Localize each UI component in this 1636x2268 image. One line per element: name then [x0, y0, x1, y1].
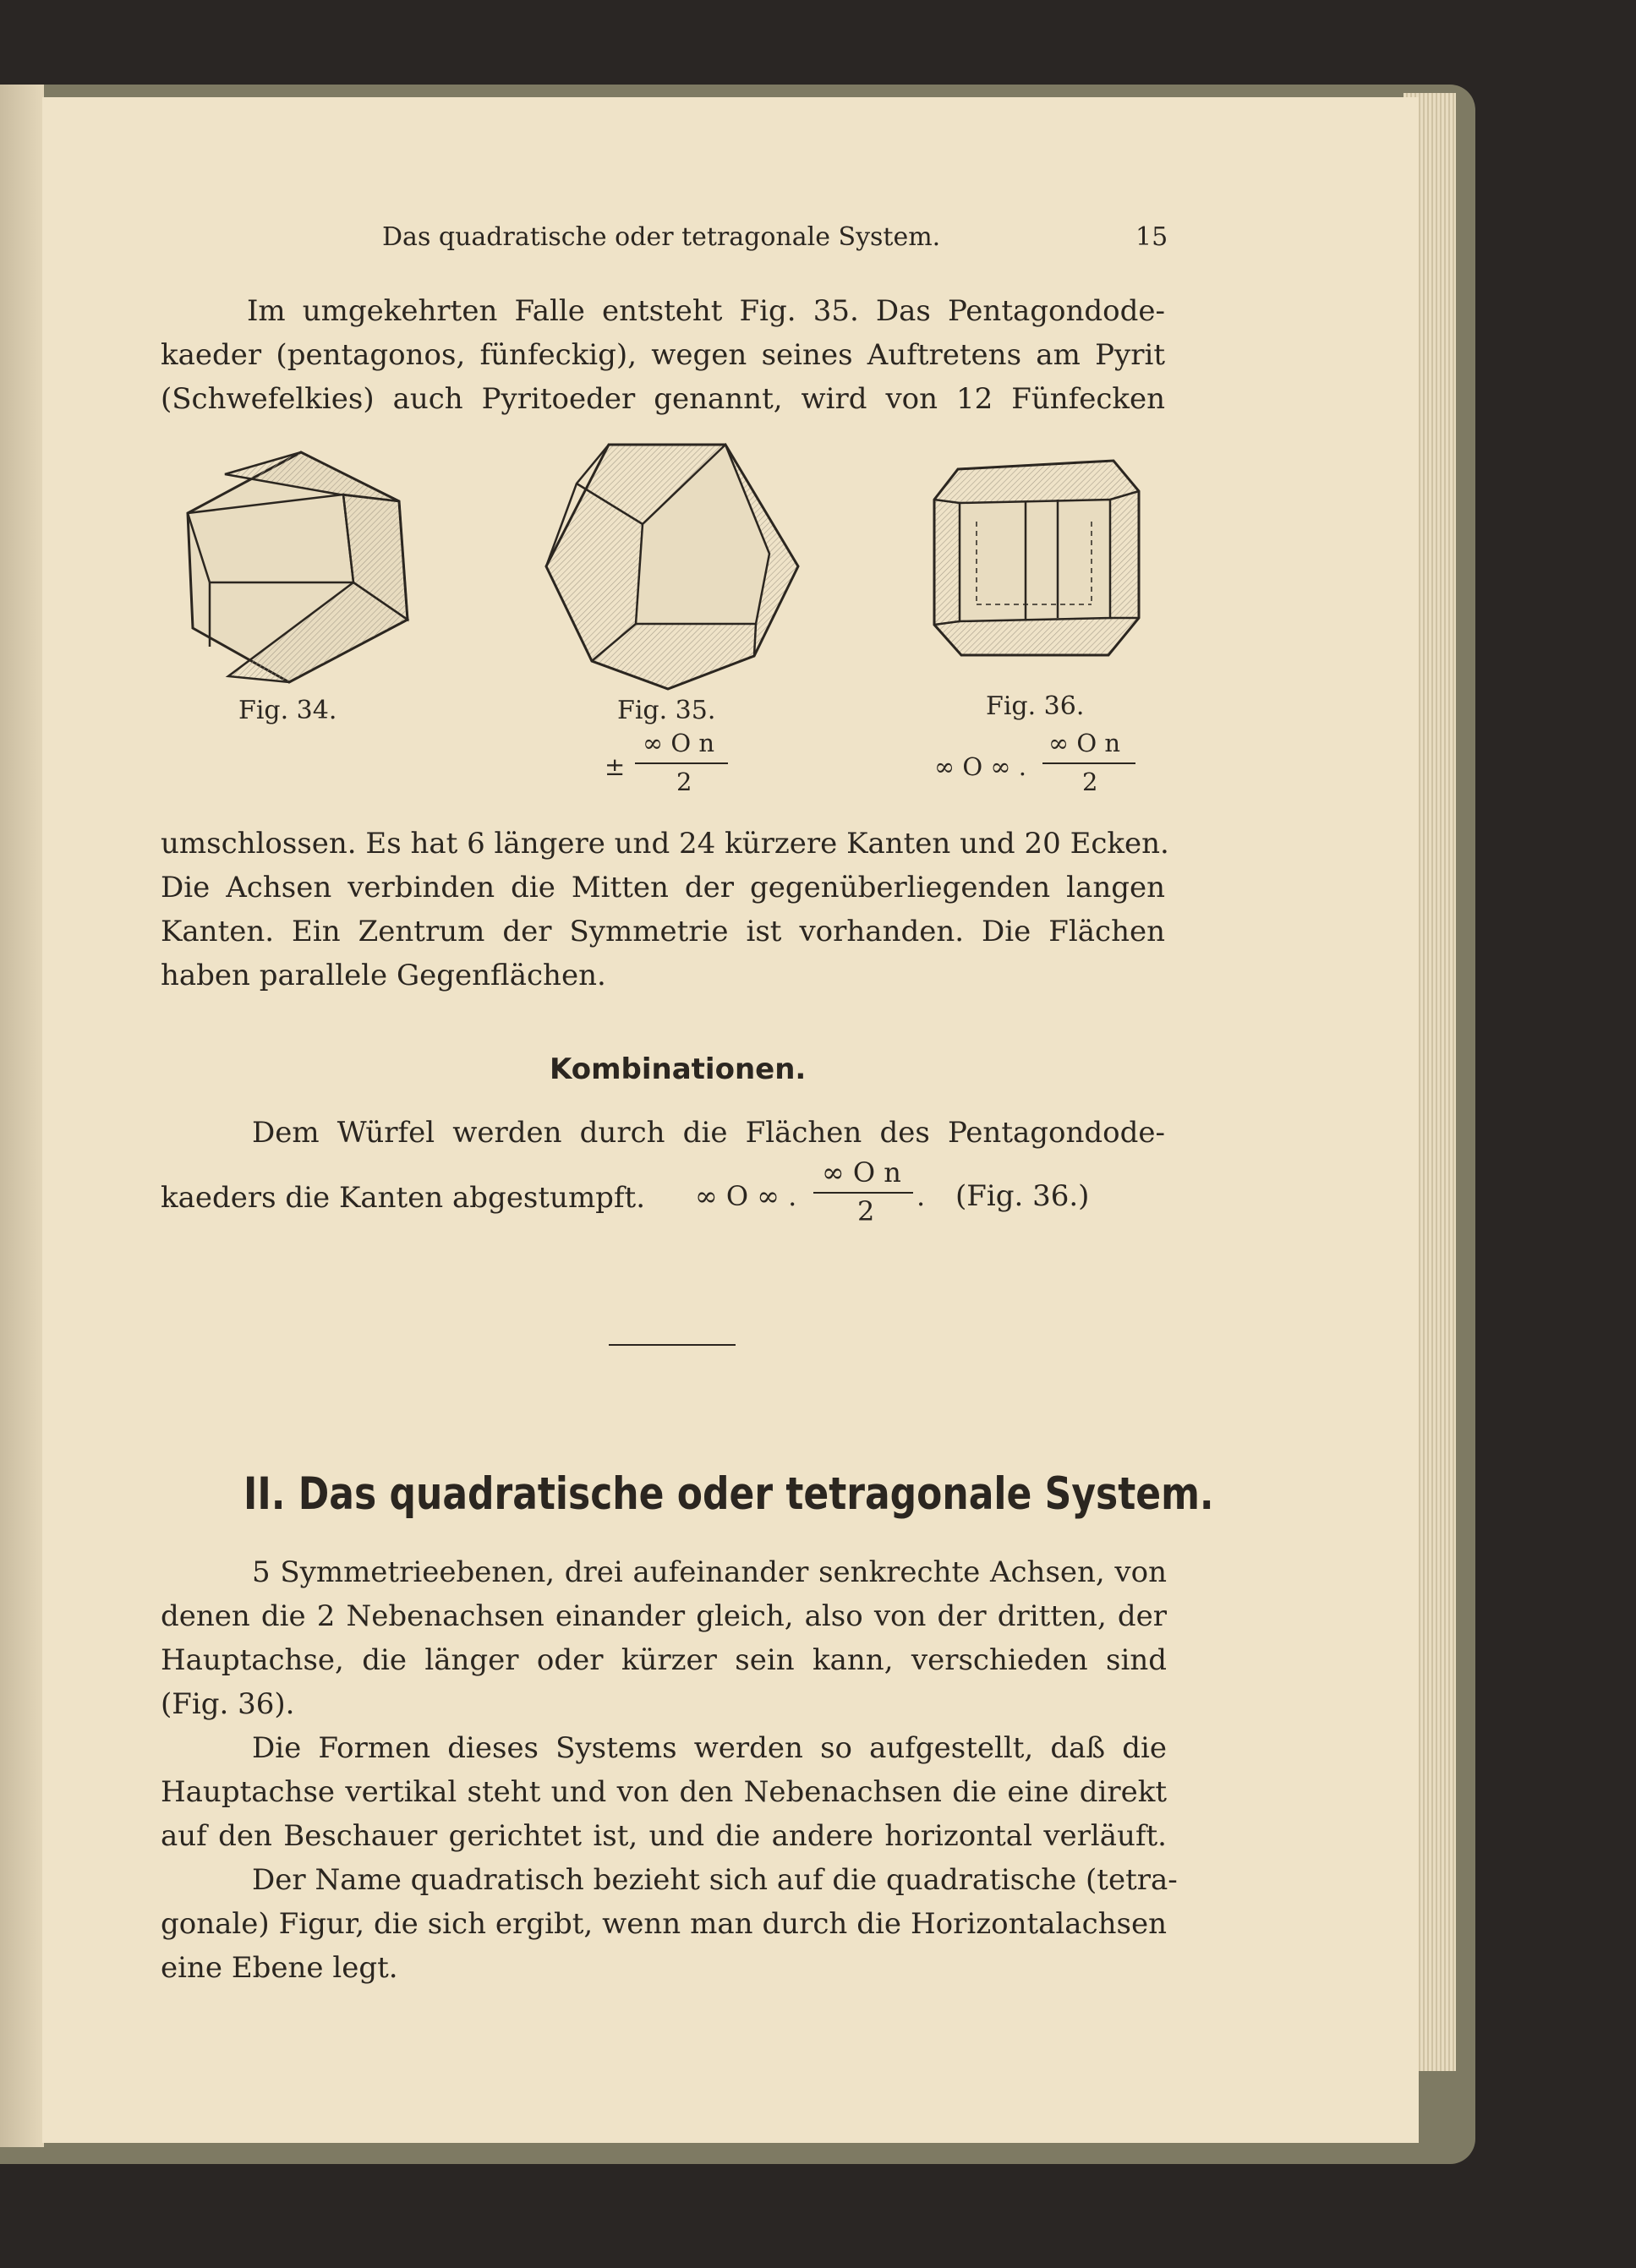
left-page-edge — [0, 85, 44, 2147]
fig36-prefix: ∞ O ∞ . — [934, 752, 1026, 781]
text-line: Die Formen dieses Systems werden so aufgestellt, daß die — [252, 1731, 1167, 1765]
fraction-bar — [635, 762, 728, 764]
text-line: (Schwefelkies) auch Pyritoeder genannt, wird von 12 Fünfecken — [161, 382, 1165, 416]
text-line: Die Achsen verbinden die Mitten der gegenüberliegenden langen — [161, 871, 1165, 904]
section-paragraph-1 — [161, 1555, 1167, 1731]
text-line: Im umgekehrten Falle entsteht Fig. 35. Das Pentagondode- — [247, 294, 1165, 328]
pyritohedron-drawing-fig35 — [541, 440, 803, 693]
text-line: (Fig. 36). — [161, 1687, 295, 1721]
text-line: Der Name quadratisch bezieht sich auf die quadratische (tetra- — [252, 1863, 1178, 1897]
formula-denominator: 2 — [857, 1195, 875, 1227]
section-separator — [609, 1344, 736, 1346]
fig35-denominator: 2 — [676, 768, 692, 796]
fig36-numerator: ∞ O n — [1048, 729, 1121, 757]
combinations-formula — [695, 1156, 926, 1241]
intro-paragraph — [161, 294, 1165, 426]
fig36-denominator: 2 — [1082, 768, 1098, 796]
body-paragraph — [161, 827, 1169, 1003]
formula-prefix: ∞ O ∞ . — [695, 1180, 797, 1212]
pentagon-dodecahedron-drawing-fig34 — [178, 444, 423, 689]
fig36-formula — [934, 729, 1137, 813]
text-line: gonale) Figur, die sich ergibt, wenn man durch die Horizontalachsen — [161, 1907, 1167, 1941]
text-line: auf den Beschauer gerichtet ist, und die andere horizontal verläuft. — [161, 1819, 1167, 1853]
section-heading: II. Das quadratische oder tetragonale System. — [243, 1467, 1214, 1520]
text-line: kaeder (pentagonos, fünfeckig), wegen seines Auftretens am Pyrit — [161, 338, 1165, 372]
formula-suffix: . — [916, 1180, 926, 1212]
section-paragraph-3 — [161, 1863, 1178, 1995]
fraction-bar — [1042, 762, 1135, 764]
combinations-line1: Dem Würfel werden durch die Flächen des Pentagondode- — [252, 1116, 1165, 1150]
text-line: eine Ebene legt. — [161, 1951, 398, 1985]
cube-pyritohedron-combination-drawing-fig36 — [926, 452, 1146, 664]
fig36-reference: (Fig. 36.) — [955, 1179, 1090, 1213]
section-paragraph-2 — [161, 1731, 1167, 1863]
formula-numerator: ∞ O n — [822, 1156, 901, 1189]
text-line: 5 Symmetrieebenen, drei aufeinander senkrechte Achsen, von — [252, 1555, 1167, 1589]
text-line: umschlossen. Es hat 6 längere und 24 kürzere Kanten und 20 Ecken. — [161, 827, 1169, 861]
fig34-caption: Fig. 34. — [238, 696, 337, 725]
running-header-title: Das quadratische oder tetragonale System. — [382, 222, 941, 252]
text-line: haben parallele Gegenflächen. — [161, 959, 606, 992]
fraction-bar — [813, 1192, 913, 1194]
page-number: 15 — [1135, 222, 1168, 252]
fig35-formula — [605, 729, 731, 813]
combinations-line2-text: kaeders die Kanten abgestumpft. — [161, 1181, 646, 1215]
fig35-numerator: ∞ O n — [643, 729, 715, 757]
fig35-caption: Fig. 35. — [617, 696, 716, 725]
text-line: Hauptachse vertikal steht und von den Nebenachsen die eine direkt — [161, 1775, 1167, 1809]
fig36-caption: Fig. 36. — [986, 691, 1085, 721]
text-line: denen die 2 Nebenachsen einander gleich, also von der dritten, der — [161, 1599, 1167, 1633]
text-line: Kanten. Ein Zentrum der Symmetrie ist vorhanden. Die Flächen — [161, 915, 1165, 948]
text-line: Hauptachse, die länger oder kürzer sein kann, verschieden sind — [161, 1643, 1167, 1677]
combinations-heading: Kombinationen. — [550, 1052, 807, 1086]
plus-minus-sign: ± — [605, 752, 626, 781]
